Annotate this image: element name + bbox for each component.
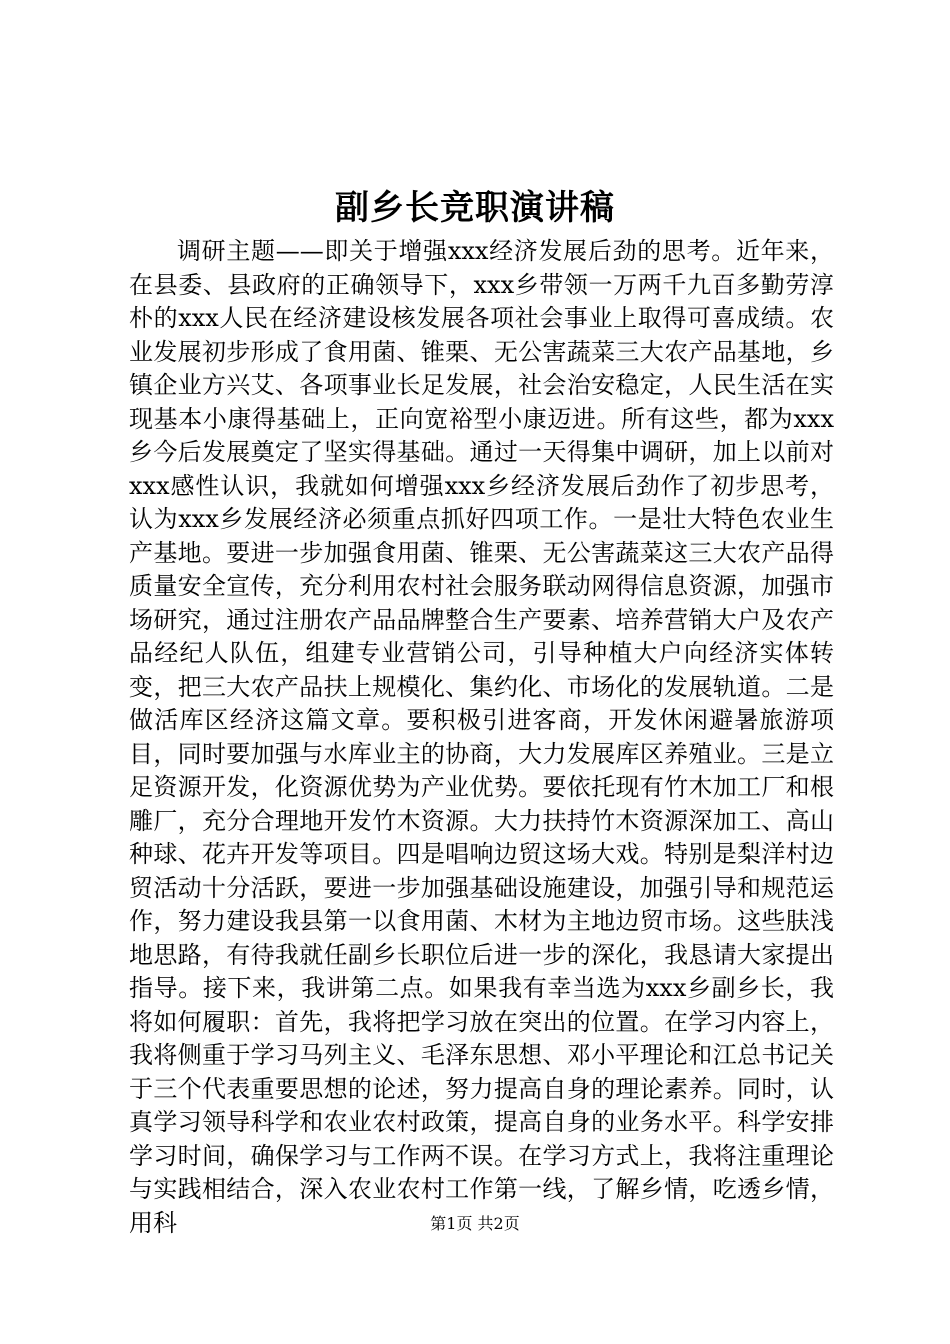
page-number-footer: 第1页 共2页 (430, 1214, 520, 1233)
document-title: 副乡长竞职演讲稿 (335, 188, 615, 228)
document-body: 调研主题——即关于增强xxx经济发展后劲的思考。近年来，在县委、县政府的正确领导下，xxx乡带领一万两千九百多勤劳淳朴的xxx人民在经济建设核发展各项社会事业上取得可喜成绩。农业发展初步形成了食用菌、锥栗、无公害蔬菜三大农产品基地，乡镇企业方兴艾、各项事业长足发展，社会治安稳定，人民生活在实现基本小康得基础上，正向宽裕型小康迈进。所有这些，都为xxx乡今后发展奠定了坚实得基础。通过一天得集中调研，加上以前对xxx感性认识，我就如何增强xxx乡经济发展后劲作了初步思考，认为xxx乡发展经济必须重点抓好四项工作。一是壮大特色农业生产基地。要进一步加强食用菌、锥栗、无公害蔬菜这三大农产品得质量安全宣传，充分利用农村社会服务联动网得信息资源，加强市场研究，通过注册农产品品牌整合生产要素、培养营销大户及农产品经纪人队伍，组建专业营销公司，引导种植大户向经济实体转变，把三大农产品扶上规模化、集约化、市场化的发展轨道。二是做活库区经济这篇文章。要积极引进客商，开发休闲避暑旅游项目，同时要加强与水库业主的协商，大力发展库区养殖业。三是立足资源开发，化资源优势为产业优势。要依托现有竹木加工厂和根雕厂，充分合理地开发竹木资源。大力扶持竹木资源深加工、高山种球、花卉开发等项目。四是唱响边贸这场大戏。特别是梨洋村边贸活动十分活跃，要进一步加强基础设施建设，加强引导和规范运作，努力建设我县第一以食用菌、木材为主地边贸市场。这些肤浅地思路，有待我就任副乡长职位后进一步的深化，我恳请大家提出指导。接下来，我讲第二点。如果我有幸当选为xxx乡副乡长，我将如何履职：首先，我将把学习放在突出的位置。在学习内容上，我将侧重于学习马列主义、毛泽东思想、邓小平理论和江总书记关于三个代表重要思想的论述，努力提高自身的理论素养。同时，认真学习领导科学和农业农村政策，提高自身的业务水平。科学安排学习时间，确保学习与工作两不误。在学习方式上，我将注重理论与实践相结合，深入农业农村工作第一线，了解乡情，吃透乡情，用科 (129, 237, 834, 1237)
